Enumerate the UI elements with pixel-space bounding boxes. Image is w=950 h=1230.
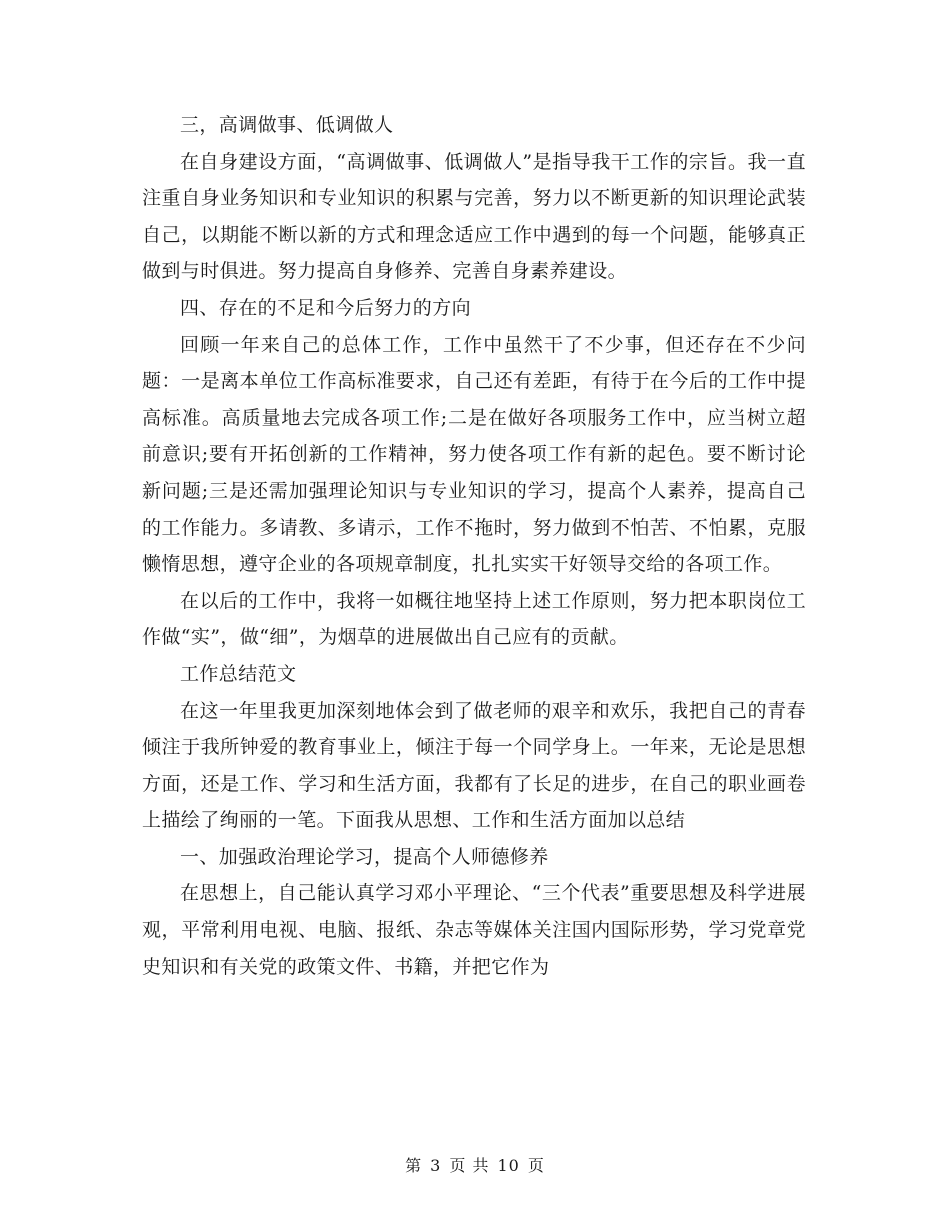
section-heading-3: 三，高调做事、低调做人 — [180, 114, 394, 136]
document-body — [142, 107, 806, 985]
section-heading-1: 一、加强政治理论学习，提高个人师德修养 — [180, 845, 549, 868]
article-title: 工作总结范文 — [180, 662, 297, 685]
paragraph: 回顾一年来自己的总体工作，工作中虽然干了不少事，但还存在不少问题：一是离本单位工作高标准要求，自己还有差距，有待于在今后的工作中提高标准。高质量地去完成各项工作;二是在做好各项服务工作中，应当树立超前意识;要有开拓创新的工作精神，努力使各项工作有新的起色。要不断讨论新问题;三是还需加强理论知识与专业知识的学习，提高个人素养，提高自己的工作能力。多请教、多请示，工作不拖时，努力做到不怕苦、不怕累，克服懒惰思想，遵守企业的各项规章制度，扎扎实实干好领导交给的各项工作。 — [142, 333, 806, 576]
page-number: 3 — [430, 1156, 442, 1175]
page-mid: 页 共 — [449, 1156, 490, 1175]
paragraph: 在这一年里我更加深刻地体会到了做老师的艰辛和欢乐，我把自己的青春倾注于我所钟爱的教育事业上，倾注于每一个同学身上。一年来，无论是思想方面，还是工作、学习和生活方面，我都有了长足的进步，在自己的职业画卷上描绘了绚丽的一笔。下面我从思想、工作和生活方面加以总结 — [142, 699, 806, 832]
section-heading-4: 四、存在的不足和今后努力的方向 — [180, 296, 472, 319]
page-footer — [0, 1153, 950, 1176]
page-suffix: 页 — [527, 1156, 545, 1175]
page-prefix: 第 — [405, 1156, 423, 1175]
paragraph: 在思想上，自己能认真学习邓小平理论、“三个代表”重要思想及科学进展观，平常利用电视、电脑、报纸、杂志等媒体关注国内国际形势，学习党章党史知识和有关党的政策文件、书籍，并把它作为 — [142, 882, 806, 978]
paragraph: 在以后的工作中，我将一如概往地坚持上述工作原则，努力把本职岗位工作做“实”，做“细”，为烟草的进展做出自己应有的贡献。 — [142, 589, 806, 649]
page-total: 10 — [497, 1156, 520, 1175]
paragraph: 在自身建设方面，“高调做事、低调做人”是指导我干工作的宗旨。我一直注重自身业务知识和专业知识的积累与完善，努力以不断更新的知识理论武装自己，以期能不断以新的方式和理念适应工作中遇到的每一个问题，能够真正做到与时俱进。努力提高自身修养、完善自身素养建设。 — [142, 150, 806, 283]
